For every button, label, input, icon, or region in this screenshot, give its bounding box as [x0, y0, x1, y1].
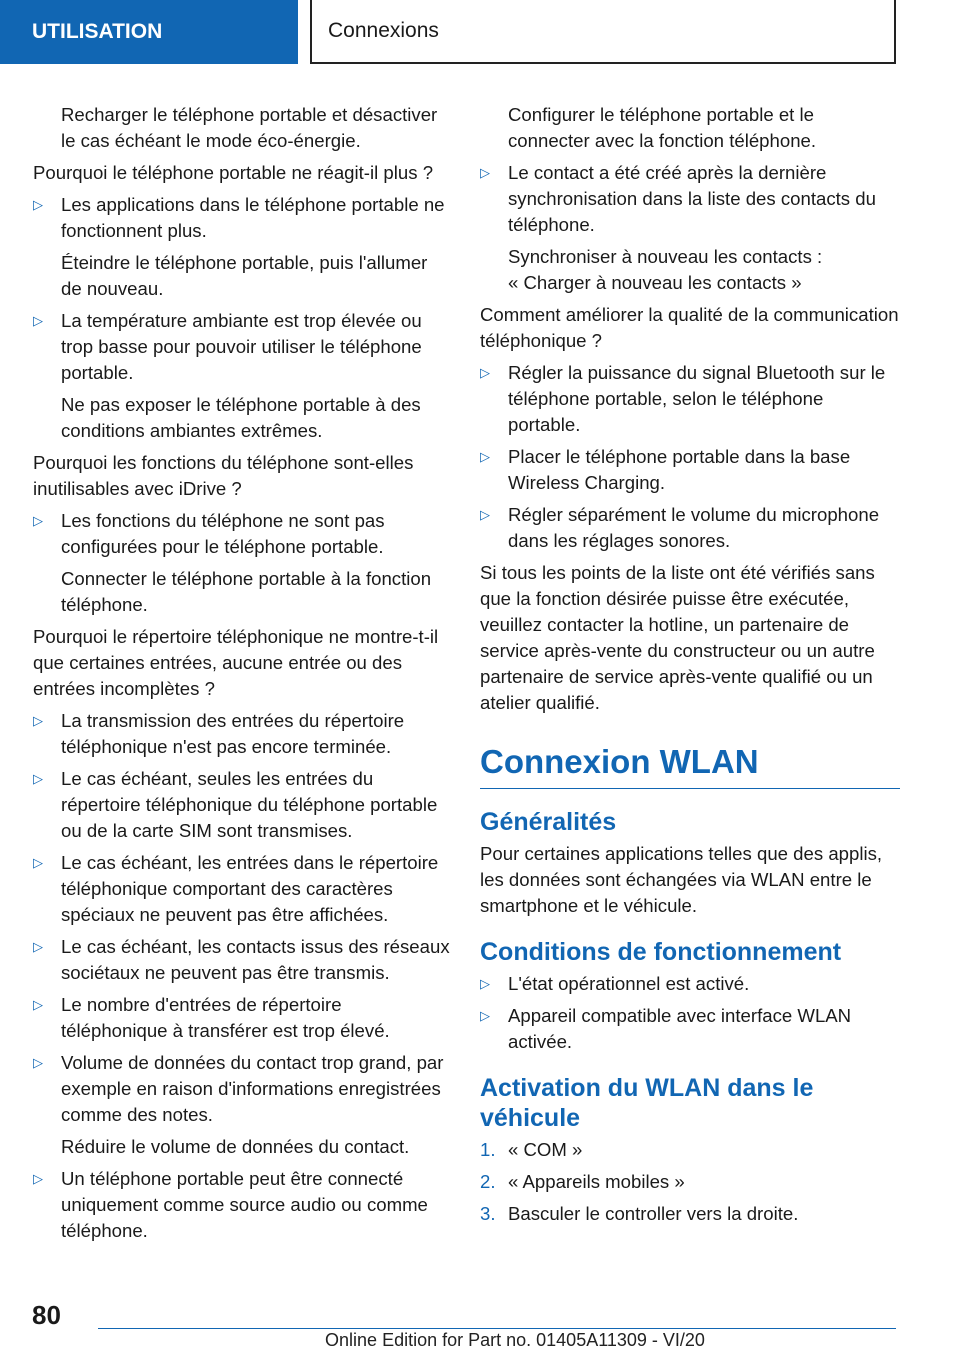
step-number: 1. [480, 1139, 496, 1160]
footer-divider [98, 1328, 896, 1329]
list-item: ▷ Les applications dans le téléphone portable ne fonctionnent plus. [33, 194, 445, 241]
list-item: ▷ Régler la puissance du signal Bluetooth sur le téléphone portable, selon le téléphone portable. [480, 362, 886, 435]
header-section: UTILISATION [0, 0, 298, 64]
triangle-right-icon: ▷ [480, 1008, 490, 1023]
triangle-right-icon: ▷ [33, 1171, 43, 1186]
solution-text: Synchroniser à nouveau les contacts : [508, 246, 823, 267]
triangle-right-icon: ▷ [480, 449, 490, 464]
closing-text: Si tous les points de la liste ont été vérifiés sans que la fonction désirée puisse être exécutée, veuillez contacter la hotline, un partenaire de service après-vente du constructeur ou un autre partenaire de service après-vente qualifié ou un atelier qualifié. [480, 562, 875, 713]
left-column [33, 102, 451, 1250]
triangle-right-icon: ▷ [480, 976, 490, 991]
triangle-right-icon: ▷ [33, 197, 43, 212]
solution-text: Ne pas exposer le téléphone portable à des conditions ambiantes extrêmes. [61, 394, 421, 441]
intro-text: Recharger le téléphone portable et désactiver le cas échéant le mode éco-énergie. [61, 104, 438, 151]
triangle-right-icon: ▷ [480, 365, 490, 380]
footer-text: Online Edition for Part no. 01405A11309 - VI/20 [325, 1330, 705, 1350]
triangle-right-icon: ▷ [480, 507, 490, 522]
step-item: 1. « COM » [480, 1137, 900, 1163]
triangle-right-icon: ▷ [33, 771, 43, 786]
triangle-right-icon: ▷ [33, 1055, 43, 1070]
solution-text: Configurer le téléphone portable et le connecter avec la fonction téléphone. [508, 104, 817, 151]
heading-conditions: Conditions de fonctionnement [480, 938, 842, 966]
list-item: ▷ Les fonctions du téléphone ne sont pas configurées pour le téléphone portable. [33, 510, 385, 557]
heading-wlan: Connexion WLAN [480, 742, 900, 789]
list-item: ▷ Le cas échéant, les contacts issus des réseaux sociétaux ne peuvent pas être transmis. [33, 936, 450, 983]
list-item: ▷ L'état opérationnel est activé. [480, 971, 900, 997]
list-item: ▷ Le cas échéant, seules les entrées du répertoire téléphonique du téléphone portable ou de la carte SIM sont transmises. [33, 768, 438, 841]
list-item: ▷ Le contact a été créé après la dernière synchronisation dans la liste des contacts du téléphone. [480, 162, 876, 235]
question-3: Pourquoi le répertoire téléphonique ne montre-t-il que certaines entrées, aucune entrée ou des entrées incomplètes ? [33, 626, 439, 699]
question-1: Pourquoi le téléphone portable ne réagit-il plus ? [33, 162, 434, 183]
right-column [480, 102, 900, 1233]
general-text: Pour certaines applications telles que des applis, les données sont échangées via WLAN entre le smartphone et le véhicule. [480, 843, 883, 916]
list-item: ▷ Régler séparément le volume du microphone dans les réglages sonores. [480, 504, 880, 551]
heading-general: Généralités [480, 808, 617, 836]
triangle-right-icon: ▷ [480, 165, 490, 180]
page-number: 80 [32, 1300, 61, 1330]
step-item: 3. Basculer le controller vers la droite. [480, 1201, 900, 1227]
solution-text: Éteindre le téléphone portable, puis l'allumer de nouveau. [61, 252, 428, 299]
solution-text: Connecter le téléphone portable à la fonction téléphone. [61, 568, 432, 615]
triangle-right-icon: ▷ [33, 513, 43, 528]
list-item: ▷ Le nombre d'entrées de répertoire téléphonique à transférer est trop élevé. [33, 994, 390, 1041]
step-item: 2. « Appareils mobiles » [480, 1169, 900, 1195]
triangle-right-icon: ▷ [33, 997, 43, 1012]
list-item: ▷ Appareil compatible avec interface WLAN activée. [480, 1005, 852, 1052]
list-item: ▷ Volume de données du contact trop grand, par exemple en raison d'informations enregistrées comme des notes. [33, 1052, 444, 1125]
step-number: 2. [480, 1171, 496, 1192]
solution-text: « Charger à nouveau les contacts » [508, 272, 802, 293]
solution-text: Réduire le volume de données du contact. [61, 1136, 410, 1157]
triangle-right-icon: ▷ [33, 313, 43, 328]
triangle-right-icon: ▷ [33, 855, 43, 870]
question-4: Comment améliorer la qualité de la communication téléphonique ? [480, 304, 899, 351]
list-item: ▷ La température ambiante est trop élevée ou trop basse pour pouvoir utiliser le téléphone portable. [33, 310, 422, 383]
triangle-right-icon: ▷ [33, 713, 43, 728]
header-chapter: Connexions [310, 0, 896, 64]
triangle-right-icon: ▷ [33, 939, 43, 954]
list-item: ▷ Placer le téléphone portable dans la base Wireless Charging. [480, 446, 851, 493]
question-2: Pourquoi les fonctions du téléphone sont-elles inutilisables avec iDrive ? [33, 452, 414, 499]
list-item: ▷ La transmission des entrées du répertoire téléphonique n'est pas encore terminée. [33, 710, 405, 757]
list-item: ▷ Un téléphone portable peut être connecté uniquement comme source audio ou comme téléphone. [33, 1168, 428, 1241]
list-item: ▷ Le cas échéant, les entrées dans le répertoire téléphonique comportant des caractères spéciaux ne peuvent pas être affichées. [33, 852, 439, 925]
step-number: 3. [480, 1203, 496, 1224]
heading-activation: Activation du WLAN dans le véhicule [480, 1074, 814, 1132]
